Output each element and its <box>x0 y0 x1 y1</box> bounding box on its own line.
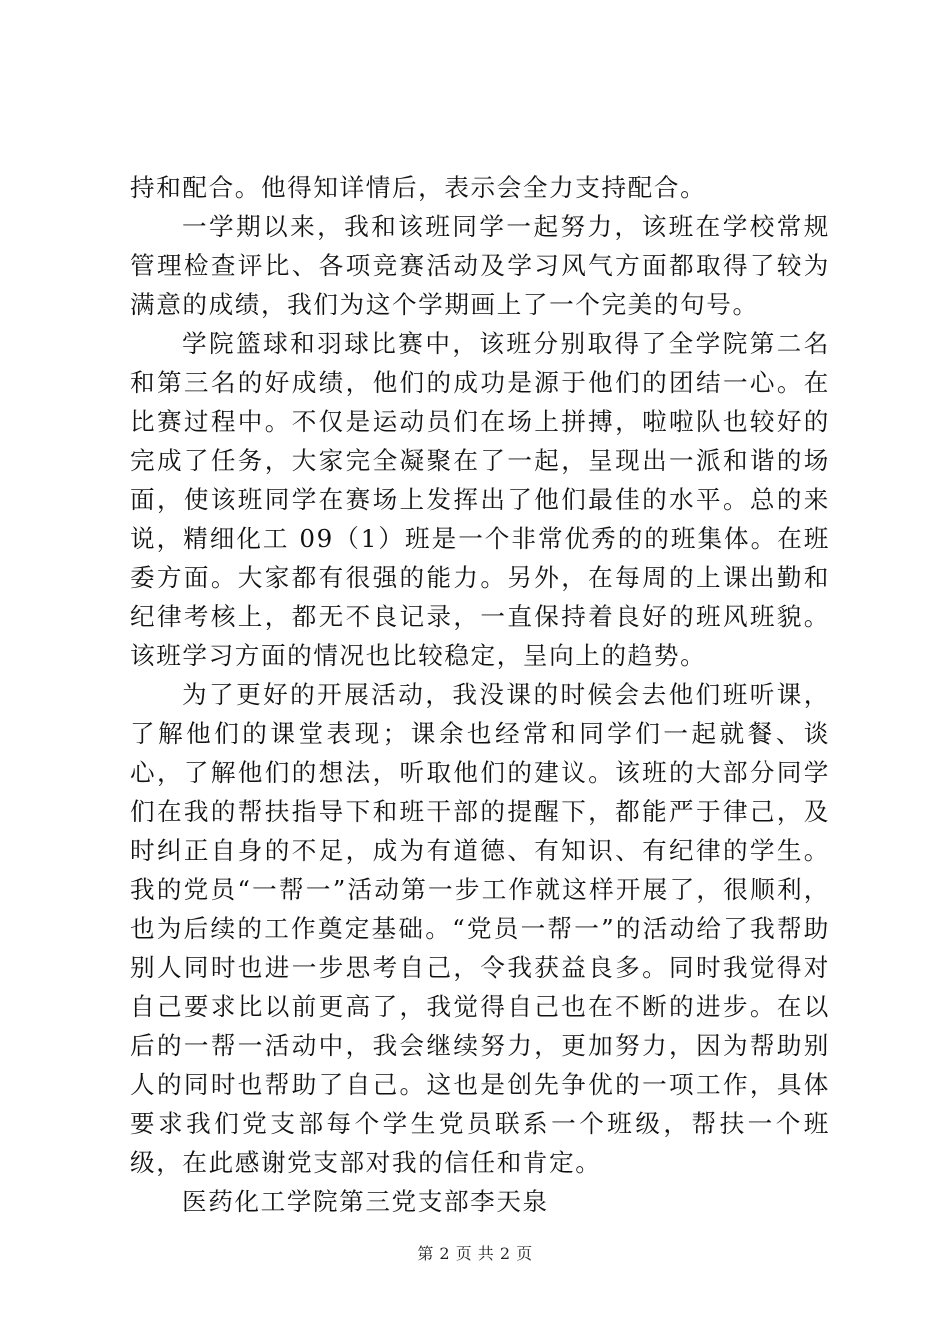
paragraph-activity-reflection: 为了更好的开展活动，我没课的时候会去他们班听课，了解他们的课堂表现；课余也经常和同学们一起就餐、谈心，了解他们的想法，听取他们的建议。该班的大部分同学们在我的帮扶指导下和班干部的提醒下，都能严于律己，及时纠正自身的不足，成为有道德、有知识、有纪律的学生。我的党员“一帮一”活动第一步工作就这样开展了，很顺利，也为后续的工作奠定基础。“党员一帮一”的活动给了我帮助别人同时也进一步思考自己，令我获益良多。同时我觉得对自己要求比以前更高了，我觉得自己也在不断的进步。在以后的一帮一活动中，我会继续努力，更加努力，因为帮助别人的同时也帮助了自己。这也是创先争优的一项工作，具体要求我们党支部每个学生党员联系一个班级，帮扶一个班级，在此感谢党支部对我的信任和肯定。 <box>130 680 830 1177</box>
page-number-footer: 第 2 页 共 2 页 <box>417 1244 533 1263</box>
paragraph-semester-summary: 一学期以来，我和该班同学一起努力，该班在学校常规管理检查评比、各项竞赛活动及学习风气方面都取得了较为满意的成绩，我们为这个学期画上了一个完美的句号。 <box>130 212 830 319</box>
paragraph-competition-results: 学院篮球和羽球比赛中，该班分别取得了全学院第二名和第三名的好成绩，他们的成功是源于他们的团结一心。在比赛过程中。不仅是运动员们在场上拼搏，啦啦队也较好的完成了任务，大家完全凝聚在了一起，呈现出一派和谐的场面，使该班同学在赛场上发挥出了他们最佳的水平。总的来说，精细化工 09（1）班是一个非常优秀的的班集体。在班委方面。大家都有很强的能力。另外，在每周的上课出勤和纪律考核上，都无不良记录，一直保持着良好的班风班貌。该班学习方面的情况也比较稳定，呈向上的趋势。 <box>130 329 830 670</box>
document-body <box>130 168 830 1221</box>
paragraph-continuation: 持和配合。他得知详情后，表示会全力支持配合。 <box>130 173 707 202</box>
signature-line: 医药化工学院第三党支部李天泉 <box>182 1187 549 1216</box>
